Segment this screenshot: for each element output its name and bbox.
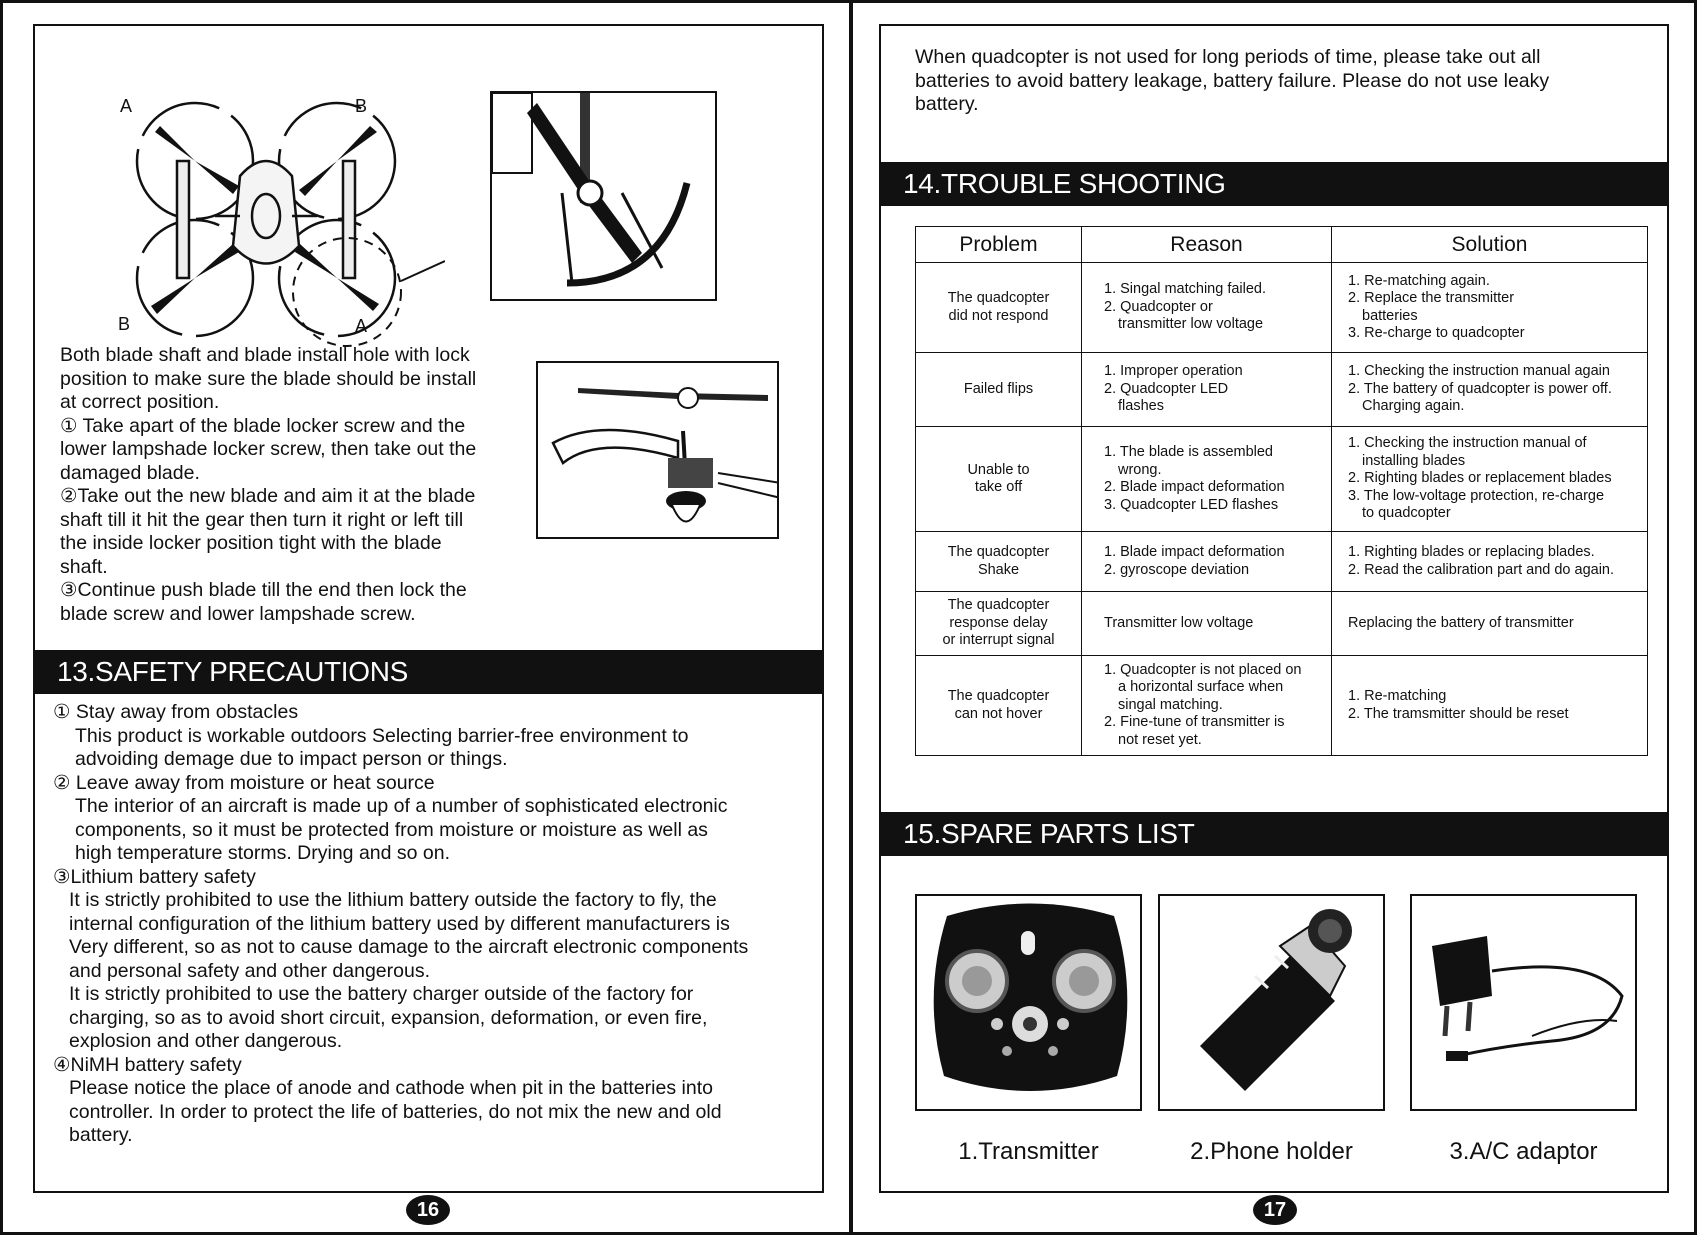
safety-line: and personal safety and other dangerous. (69, 959, 431, 982)
cell-line: 2. Righting blades or replacement blades (1348, 470, 1612, 487)
safety-line: advoiding demage due to impact person or things. (75, 748, 508, 770)
safety-line: Please notice the place of anode and cathode when pit in the batteries into (69, 1077, 713, 1099)
cell-line: response delay (949, 614, 1048, 631)
note-line: battery. (915, 93, 979, 115)
cell-reason (1082, 656, 1332, 756)
safety-line: It is strictly prohibited to use the battery charger outside of the factory for (69, 983, 694, 1005)
header-reason: Reason (1082, 227, 1332, 263)
cell-line: or interrupt signal (942, 632, 1055, 649)
note-line: When quadcopter is not used for long periods of time, please take out all (915, 46, 1541, 68)
cell-line: 2. gyroscope deviation (1104, 561, 1250, 578)
cell-line: did not respond (948, 307, 1049, 324)
diagram-label-a-top: A (120, 96, 133, 116)
instruction-line: position to make sure the blade should be install (60, 367, 477, 390)
cell-line: take off (974, 479, 1023, 495)
safety-line: controller. In order to protect the life of batteries, do not mix the new and old (69, 1100, 722, 1123)
cell-line: 1. Checking the instruction manual of (1348, 435, 1587, 452)
page-17 (879, 24, 1669, 1193)
diagram-label-b-bottom: B (118, 314, 131, 334)
safety-line: charging, so as to avoid short circuit, expansion, deformation, or even fire, (69, 1006, 708, 1029)
safety-heading: ④NiMH battery safety (53, 1053, 242, 1076)
cell-line: The quadcopter (947, 544, 1050, 560)
page-number-17: 17 (1253, 1195, 1297, 1225)
diagram-label-b-top: B (355, 96, 368, 116)
spare-part-ac-adaptor-label: 3.A/C adaptor (1449, 1138, 1598, 1165)
safety-heading: ① Stay away from obstacles (53, 701, 299, 723)
cell-line: installing blades (1362, 452, 1466, 469)
spare-part-phone-holder-label: 2.Phone holder (1190, 1138, 1353, 1165)
safety-heading: ② Leave away from moisture or heat source (53, 771, 435, 794)
transmitter-image (915, 894, 1142, 1111)
cell-line: 2. Blade impact deformation (1104, 479, 1285, 495)
cell-problem (916, 592, 1082, 656)
table-row (916, 532, 1648, 592)
cell-problem (916, 263, 1082, 353)
spare-part-transmitter-label: 1.Transmitter (958, 1138, 1099, 1165)
trouble-shooting-heading: 14.TROUBLE SHOOTING (881, 162, 1667, 206)
cell-line: 3. Re-charge to quadcopter (1348, 325, 1525, 341)
cell-line: 2. Quadcopter LED (1104, 380, 1229, 397)
cell-problem (916, 427, 1082, 532)
page-16 (33, 24, 824, 1193)
cell-line: 3. The low-voltage protection, re-charge (1348, 487, 1605, 504)
table-header-row (916, 227, 1648, 263)
cell-line: 1. Righting blades or replacing blades. (1348, 544, 1595, 560)
safety-line: internal configuration of the lithium battery used by different manufacturers is (69, 912, 730, 935)
safety-line: The interior of an aircraft is made up of a number of sophisticated electronic (75, 795, 728, 817)
cell-line: a horizontal surface when (1118, 679, 1284, 696)
safety-line: It is strictly prohibited to use the lithium battery outside the factory to fly, the (69, 889, 717, 911)
quadcopter-top-view-diagram (115, 66, 445, 356)
cell-line: 1. Checking the instruction manual again (1348, 363, 1610, 380)
cell-line: wrong. (1118, 461, 1162, 478)
cell-line: singal matching. (1118, 696, 1223, 713)
safety-line: explosion and other dangerous. (69, 1030, 343, 1052)
page-number-16: 16 (406, 1195, 450, 1225)
instruction-line: Both blade shaft and blade install hole with lock (60, 344, 470, 366)
cell-reason (1082, 427, 1332, 532)
cell-line: Transmitter low voltage (1104, 614, 1254, 631)
safety-precautions-heading: 13.SAFETY PRECAUTIONS (35, 650, 822, 694)
cell-line: Shake (977, 561, 1020, 578)
blade-assembly-image (536, 361, 779, 539)
safety-line: components, so it must be protected from moisture or moisture as well as (75, 818, 708, 841)
cell-line: Replacing the battery of transmitter (1348, 614, 1574, 631)
center-divider (849, 0, 853, 1235)
safety-line: battery. (69, 1124, 133, 1146)
cell-problem (916, 656, 1082, 756)
cell-line: 1. Singal matching failed. (1104, 281, 1267, 298)
instruction-line: damaged blade. (60, 461, 200, 484)
cell-solution (1332, 532, 1648, 592)
blade-replacement-instructions (60, 344, 530, 626)
cell-reason (1082, 532, 1332, 592)
table-row (916, 592, 1648, 656)
cell-reason (1082, 263, 1332, 353)
instruction-line: shaft till it hit the gear then turn it right or left till (60, 508, 464, 531)
cell-line: Unable to (967, 461, 1030, 478)
instruction-line: ②Take out the new blade and aim it at the blade (60, 485, 476, 507)
cell-line: 2. Read the calibration part and do again. (1348, 561, 1615, 578)
cell-line: 1. Re-matching (1348, 688, 1447, 704)
cell-line: Failed flips (963, 380, 1034, 397)
table-row (916, 427, 1648, 532)
cell-line: 1. Improper operation (1104, 363, 1243, 380)
safety-precautions-body (53, 701, 823, 1148)
cell-reason (1082, 592, 1332, 656)
battery-storage-note (915, 46, 1655, 117)
cell-line: 2. The tramsmitter should be reset (1348, 705, 1569, 722)
blade-closeup-image (490, 91, 717, 301)
instruction-line: blade screw and lower lampshade screw. (60, 602, 416, 625)
cell-line: The quadcopter (947, 688, 1050, 704)
cell-line: Charging again. (1362, 398, 1465, 415)
cell-solution (1332, 656, 1648, 756)
cell-line: not reset yet. (1118, 731, 1202, 748)
phone-holder-image (1158, 894, 1385, 1111)
ac-adaptor-image (1410, 894, 1637, 1111)
instruction-line: lower lampshade locker screw, then take out the (60, 438, 477, 460)
instruction-line: at correct position. (60, 391, 220, 413)
safety-line: This product is workable outdoors Selecting barrier-free environment to (75, 724, 689, 747)
cell-line: 2. Fine-tune of transmitter is (1104, 714, 1285, 731)
cell-line: 2. The battery of quadcopter is power off. (1348, 380, 1612, 397)
cell-line: can not hover (954, 705, 1043, 722)
cell-line: 1. The blade is assembled (1104, 444, 1274, 460)
header-solution: Solution (1332, 227, 1648, 263)
header-problem: Problem (916, 227, 1082, 263)
cell-line: 1. Quadcopter is not placed on (1104, 661, 1302, 678)
instruction-line: ① Take apart of the blade locker screw and the (60, 414, 466, 437)
cell-line: 2. Replace the transmitter (1348, 290, 1515, 306)
trouble-shooting-table (915, 226, 1648, 756)
cell-reason (1082, 353, 1332, 427)
table-row (916, 353, 1648, 427)
cell-line: flashes (1118, 398, 1164, 415)
cell-line: 1. Blade impact deformation (1104, 544, 1285, 560)
cell-line: 1. Re-matching again. (1348, 272, 1490, 289)
cell-solution (1332, 592, 1648, 656)
diagram-label-a-bottom: A (355, 316, 368, 336)
cell-line: transmitter low voltage (1118, 316, 1264, 333)
instruction-line: the inside locker position tight with the blade (60, 532, 442, 554)
cell-solution (1332, 353, 1648, 427)
cell-line: to quadcopter (1362, 505, 1451, 522)
safety-heading: ③Lithium battery safety (53, 865, 256, 888)
cell-line: The quadcopter (947, 597, 1050, 614)
cell-problem (916, 353, 1082, 427)
cell-line: batteries (1362, 307, 1418, 324)
spare-parts-heading: 15.SPARE PARTS LIST (881, 812, 1667, 856)
cell-line: 3. Quadcopter LED flashes (1104, 496, 1279, 513)
cell-line: 2. Quadcopter or (1104, 298, 1213, 315)
table-row (916, 263, 1648, 353)
instruction-line: shaft. (60, 555, 108, 578)
cell-problem (916, 532, 1082, 592)
instruction-line: ③Continue push blade till the end then lock the (60, 579, 467, 601)
note-line: batteries to avoid battery leakage, battery failure. Please do not use leaky (915, 69, 1550, 92)
cell-solution (1332, 427, 1648, 532)
cell-line: The quadcopter (947, 290, 1050, 306)
cell-solution (1332, 263, 1648, 353)
safety-line: Very different, so as not to cause damage to the aircraft electronic components (69, 936, 749, 958)
table-row (916, 656, 1648, 756)
safety-line: high temperature storms. Drying and so on. (75, 842, 451, 864)
